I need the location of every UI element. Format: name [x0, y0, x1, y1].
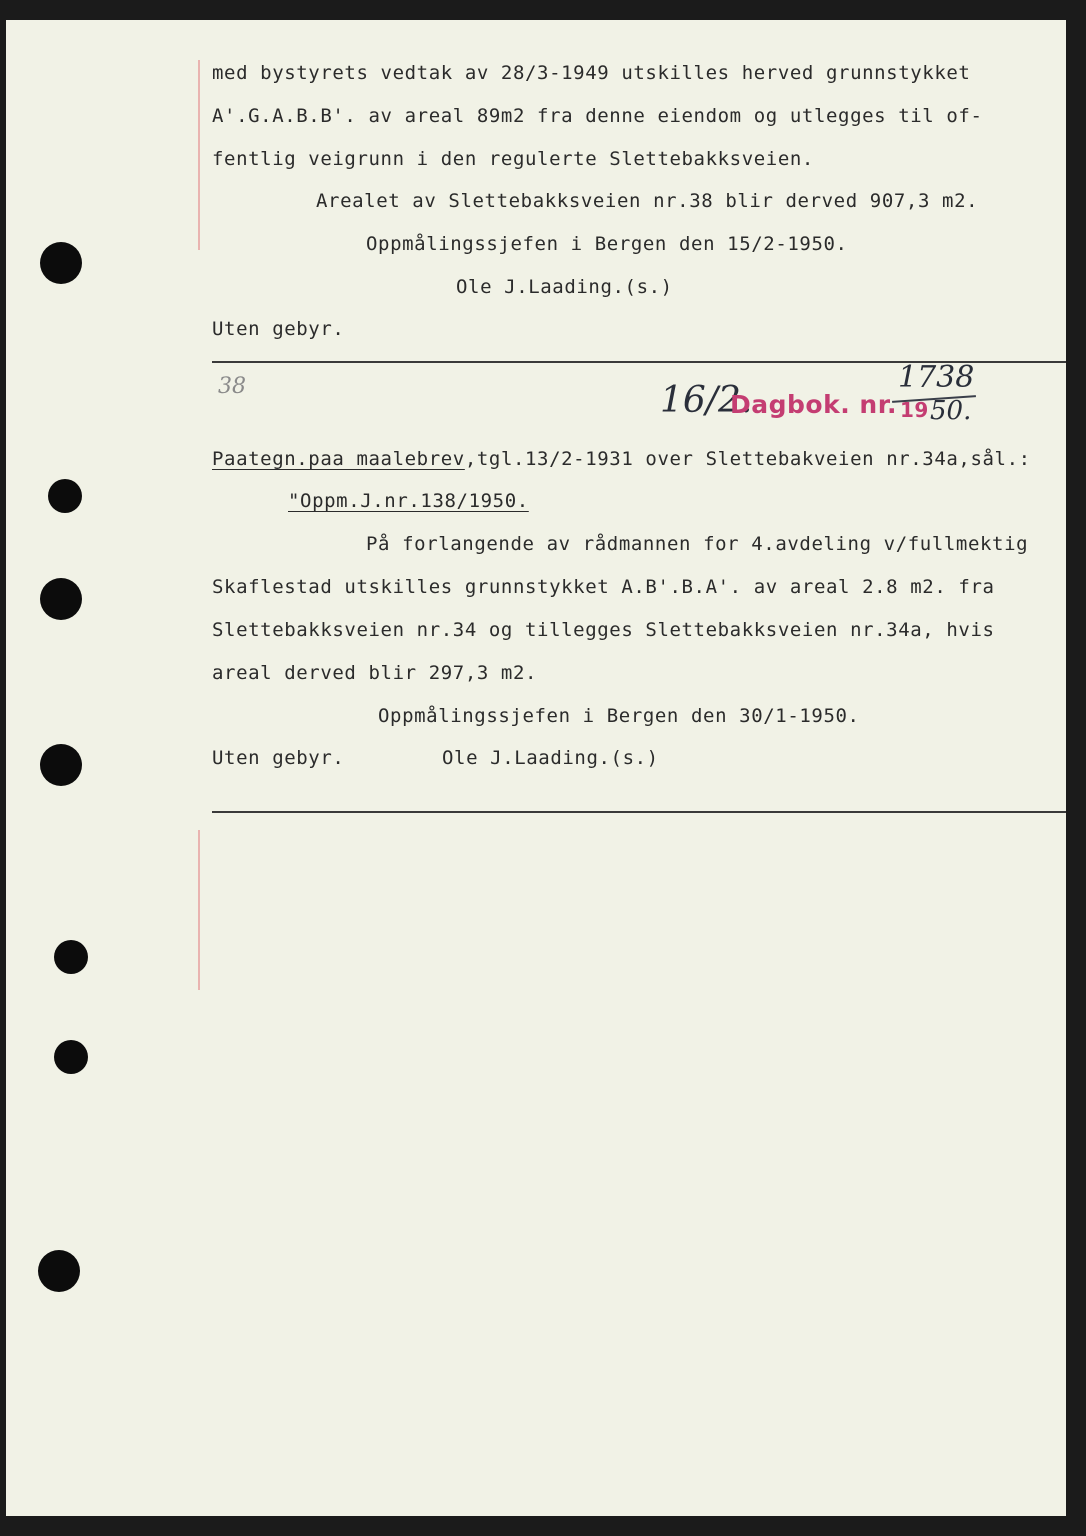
- entry2-heading-underlined: Paategn.paa maalebrev: [212, 448, 465, 470]
- entry2-signature: Ole J.Laading.(s.): [442, 747, 659, 769]
- margin-line-bottom: [198, 830, 200, 990]
- entry2-line2: Skaflestad utskilles grunnstykket A.B'.B.A'. av areal 2.8 m2. fra: [212, 576, 995, 598]
- stamp-number: 1738: [898, 360, 975, 395]
- entry1-line4: Arealet av Slettebakksveien nr.38 blir derved 907,3 m2.: [316, 190, 979, 212]
- entry1-line5: Oppmålingssjefen i Bergen den 15/2-1950.: [366, 233, 848, 255]
- binder-hole: [40, 242, 82, 284]
- dagbok-stamp: Dagbok. nr.: [730, 390, 897, 419]
- entry2-heading: [212, 448, 1031, 470]
- binder-hole: [54, 1040, 88, 1074]
- entry2-line3: Slettebakksveien nr.34 og tillegges Slettebakksveien nr.34a, hvis: [212, 619, 995, 641]
- entry1-line3: fentlig veigrunn i den regulerte Slettebakksveien.: [212, 148, 814, 170]
- binder-hole: [40, 578, 82, 620]
- binder-hole: [40, 744, 82, 786]
- handwritten-date: 16/2.: [660, 380, 753, 421]
- entry2-heading-rest: ,tgl.13/2-1931 over Slettebakveien nr.34a,sål.:: [464, 448, 1031, 470]
- stamp-year-prefix: 19: [900, 398, 929, 422]
- entry2-reference: "Oppm.J.nr.138/1950.: [288, 490, 529, 512]
- binder-hole: [38, 1250, 80, 1292]
- margin-number: 38: [218, 374, 246, 399]
- separator-rule: [212, 811, 1066, 813]
- entry2-fee: Uten gebyr.: [212, 747, 345, 769]
- margin-line-top: [198, 60, 200, 250]
- binder-hole: [54, 940, 88, 974]
- entry1-line1: med bystyrets vedtak av 28/3-1949 utskilles herved grunnstykket: [212, 62, 971, 84]
- stamp-year-suffix: 50.: [930, 396, 972, 426]
- entry1-signature: Ole J.Laading.(s.): [456, 276, 673, 298]
- entry2-line4: areal derved blir 297,3 m2.: [212, 662, 538, 684]
- entry2-line5: Oppmålingssjefen i Bergen den 30/1-1950.: [378, 705, 860, 727]
- entry2-line1: På forlangende av rådmannen for 4.avdeling v/fullmektig: [366, 533, 1029, 555]
- entry1-fee: Uten gebyr.: [212, 318, 345, 340]
- entry1-line2: A'.G.A.B.B'. av areal 89m2 fra denne eiendom og utlegges til of-: [212, 105, 983, 127]
- binder-hole: [48, 479, 82, 513]
